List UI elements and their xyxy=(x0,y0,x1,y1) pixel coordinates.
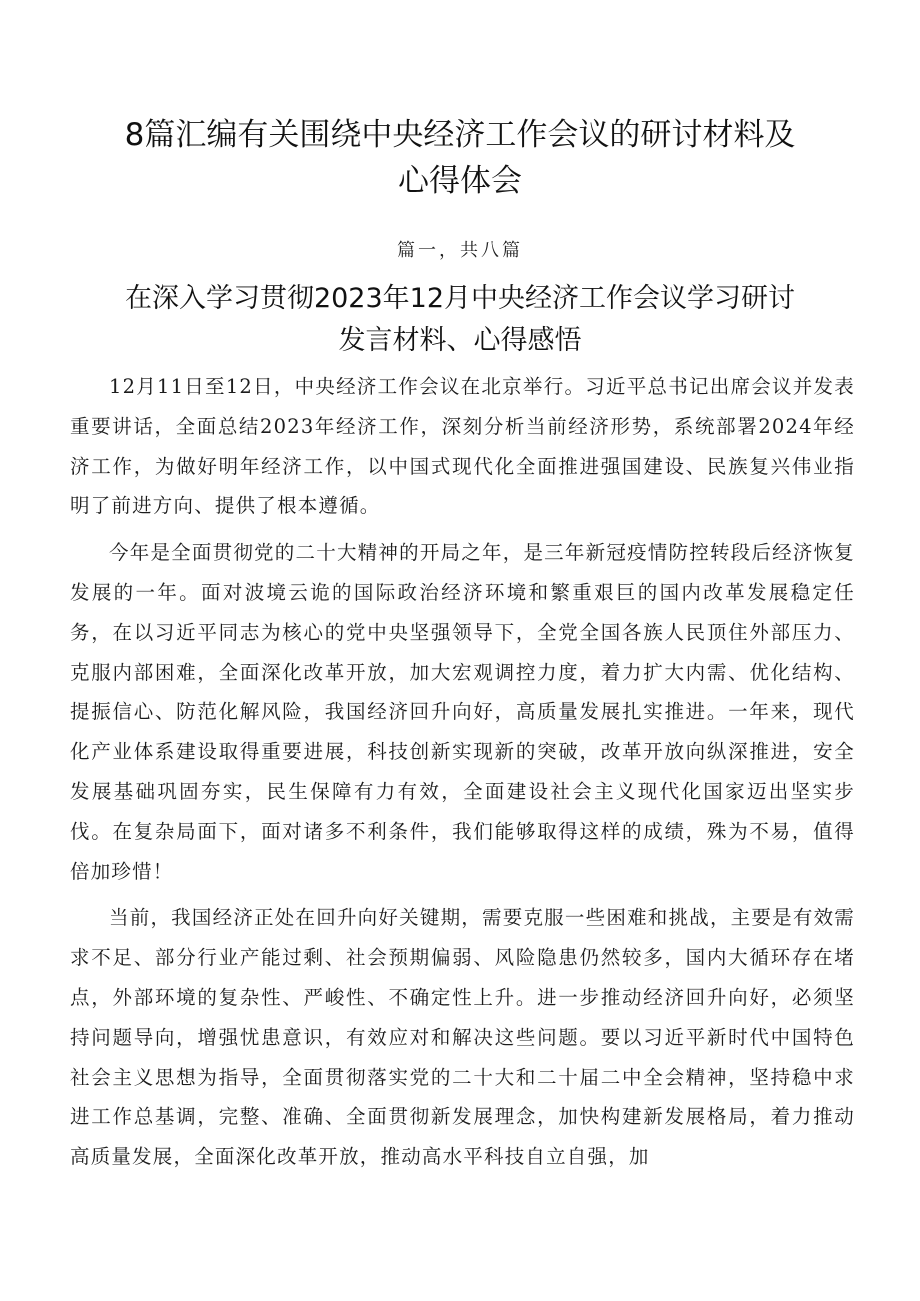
paragraph: 当前，我国经济正处在回升向好关键期，需要克服一些困难和挑战，主要是有效需求不足、部分行业产能过剩、社会预期偏弱、风险隐患仍然较多，国内大循环存在堵点，外部环境的复杂性、严峻性、不确定性上升。进一步推动经济回升向好，必须坚持问题导向，增强忧患意识，有效应对和解决这些问题。要以习近平新时代中国特色社会主义思想为指导，全面贯彻落实党的二十大和二十届二中全会精神，坚持稳中求进工作总基调，完整、准确、全面贯彻新发展理念，加快构建新发展格局，着力推动高质量发展，全面深化改革开放，推动高水平科技自立自强，加 xyxy=(70,906,855,1169)
paragraph: 今年是全面贯彻党的二十大精神的开局之年，是三年新冠疫情防控转段后经济恢复发展的一年。面对波境云诡的国际政治经济环境和繁重艰巨的国内改革发展稳定任务，在以习近平同志为核心的党中央坚强领导下，全党全国各族人民顶住外部压力、克服内部困难，全面深化改革开放，加大宏观调控力度，着力扩大内需、优化结构、提振信心、防范化解风险，我国经济回升向好，高质量发展扎实推进。一年来，现代化产业体系建设取得重要进展，科技创新实现新的突破，改革开放向纵深推进，安全发展基础巩固夯实，民生保障有力有效，全面建设社会主义现代化国家迈出坚实步伐。在复杂局面下，面对诸多不利条件，我们能够取得这样的成绩，殊为不易，值得倍加珍惜！ xyxy=(70,541,855,883)
article-title: 在深入学习贯彻2023年12月中央经济工作会议学习研讨发言材料、心得感悟 xyxy=(124,283,796,356)
article-body xyxy=(70,367,855,1184)
paragraph: 12月11日至12日，中央经济工作会议在北京举行。习近平总书记出席会议并发表重要讲话，全面总结2023年经济工作，深刻分析当前经济形势，系统部署2024年经济工作，为做好明年经济工作，以中国式现代化全面推进强国建设、民族复兴伟业指明了前进方向、提供了根本遵循。 xyxy=(70,375,855,518)
document-title: 8篇汇编有关围绕中央经济工作会议的研讨材料及心得体会 xyxy=(124,117,796,199)
series-label: 篇一，共八篇 xyxy=(397,240,523,261)
